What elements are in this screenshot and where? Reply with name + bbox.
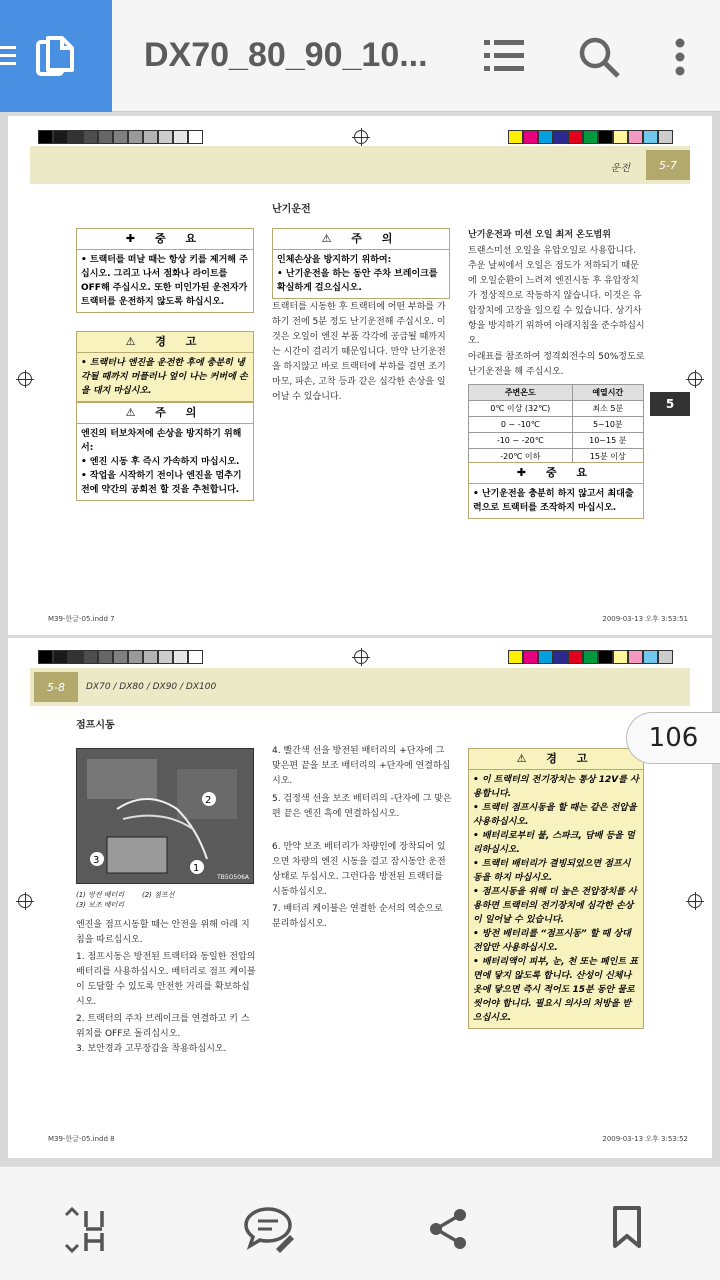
important-notice: ✚ 중 요 • 난기운전을 충분히 하지 않고서 최대출력으로 트랙터를 조작하지 마십시오. <box>468 462 644 519</box>
warning-item: • 배터리로부터 불, 스파크, 담배 등을 멀리하십시오. <box>473 831 635 855</box>
svg-text:2: 2 <box>205 795 212 806</box>
pdf-page-7[interactable] <box>8 116 712 635</box>
step-item: 1. 점프시동은 방전된 트랙터와 동일한 전압의 배터리를 사용하십시오. 배터리로 점프 케이블이 도달할 수 있도록 안전한 거리를 확보하십시오. <box>76 952 256 1007</box>
app-toolbar <box>0 0 720 112</box>
intro-paragraph: 엔진을 점프시동할 때는 안전을 위해 아래 지침을 따르십시오. <box>76 920 250 945</box>
grayscale-bars <box>38 650 203 664</box>
table-row: 0℃ 이상 (32℃) 최소 5분 <box>469 401 644 417</box>
step-item: 6. 만약 보조 배터리가 차량인에 장착되어 있으면 차량의 엔진 시동을 걸고 잠시동안 운전 상태로 두십시오. 그런다음 방전된 트랙터를 시동하십시오. <box>272 842 446 897</box>
page-header-band <box>30 668 690 706</box>
section-label: 운전 <box>610 163 630 174</box>
page-number-badge[interactable]: 106 <box>626 712 720 764</box>
step-item: 4. 빨간색 선을 방전된 배터리의 +단자에 그 맞은편 끝을 보조 배터리의 +단자에 연결하십시오. <box>272 746 451 786</box>
registration-mark <box>18 894 32 908</box>
warning-text: • 트랙터나 엔진을 운전한 후에 충분히 냉각될 때까지 머플러나 엎이 나는 커버에 손을 대지 마십시오. <box>81 358 248 396</box>
caution-notice: ⚠ 주 의 엔진의 터보차저에 손상을 방지하기 위해서: • 엔진 시동 후 즉시 가속하지 마십시오. • 작업을 시작하기 전이나 엔진을 멈추기 전에 약간의 공회전 할 것을 추천합니다. <box>76 402 254 501</box>
engine-battery-photo <box>76 748 254 884</box>
document-title: DX70_80_90_10... <box>144 36 428 74</box>
table-row: -20℃ 이하 15분 이상 <box>469 449 644 465</box>
table-row: 0 ~ -10℃ 5~10분 <box>469 417 644 433</box>
warning-list <box>469 770 643 1028</box>
bookmark-icon[interactable] <box>612 1205 642 1249</box>
important-text: • 트랙터를 떠날 때는 항상 키를 제거해 주십시오. 그리고 나서 점화나 라이트를 OFF해 주십시오. 또한 미인가된 운전자가 트랙터를 운전하지 않도록 하십시오. <box>81 255 248 307</box>
caution-notice: ⚠ 주 의 인체손상을 방지하기 위하여: • 난기운전을 하는 동안 주차 브레이크를 확실하게 걸으십시오. <box>272 228 450 299</box>
step-item: 5. 검정색 선을 보조 배터리의 -단자에 그 맞은편 끝은 엔진 흑에 연결하십시오. <box>272 794 452 819</box>
document-copy-icon <box>36 34 76 78</box>
page-fit-icon[interactable] <box>64 1207 110 1253</box>
svg-text:1: 1 <box>193 863 200 874</box>
body-paragraph: 트랙터를 시동한 후 트랙터에 어떤 부하를 가하기 전에 5분 정도 난기운전해 주십시오. 이것은 오일이 엔진 부품 각각에 공급될 때까지는 시간이 걸리기 때문입니다. 만약 난기운전을 하지않고 바로 트랙터에 부하를 걸면 조기 마모, 파손, 고착 등과 같은 심각한 손상을 일어날 수 있습니다. <box>272 302 446 402</box>
warning-triangle-icon: ⚠ <box>516 752 547 765</box>
jump-cable-diagram <box>77 749 253 883</box>
registration-mark <box>18 372 32 386</box>
search-icon[interactable] <box>578 36 620 78</box>
table-header: 주변온도 <box>469 385 573 401</box>
page-number-tab: 5-7 <box>646 150 690 180</box>
plus-icon: ✚ <box>516 466 546 479</box>
warning-notice: ⚠ 경 고 • 이 트랙터의 전기장치는 통상 12V를 사용합니다. • 트랙터 점프시동을 할 때는 같은 전압을 사용하십시오. • 배터리로부터 불, 스파크, 담배 등을 멀리하십시오. • 트랙터 배터리가 결빙되었으면 점프시동을 하지 마십시오. • 점프시동을 위해 더 높은 전압장치를 사용하면 트랙터의 전기장치에 심각한 손상이 일어날 수 있습니다. • 방전 배터리를 “점프시동” 할 때 상대 전압만 사용하십시오. • 배터리액이 피부, 눈, 천 또는 페인트 표면에 닿지 않도록 합니다. 산성이 신체나 옷에 닿으면 즉시 적어도 15분 동안 물로 씻어야 합니다. 필요시 의사의 처방을 받으십시오. <box>468 748 644 1029</box>
color-bars <box>508 650 673 664</box>
color-bars <box>508 130 673 144</box>
chapter-side-tab: 5 <box>650 392 690 416</box>
bottom-toolbar <box>0 1166 720 1280</box>
warning-item: • 배터리액이 피부, 눈, 천 또는 페인트 표면에 닿지 않도록 합니다. 산성이 신체나 옷에 닿으면 즉시 적어도 15분 동안 물로 씻어야 합니다. 필요시 의사의 처방을 받으십시오. <box>473 957 638 1023</box>
section-heading: 난기운전 <box>272 204 311 215</box>
important-notice: ✚ 중 요 • 트랙터를 떠날 때는 항상 키를 제거해 주십시오. 그리고 나서 점화나 라이트를 OFF해 주십시오. 또한 미인가된 운전자가 트랙터를 운전하지 않도록 하십시오. <box>76 228 254 313</box>
step-item: 3. 보안경과 고무장갑을 착용하십시오. <box>76 1044 227 1054</box>
registration-mark <box>688 372 702 386</box>
section-heading: 점프시동 <box>76 720 115 731</box>
registration-mark <box>688 894 702 908</box>
comment-edit-icon[interactable] <box>244 1205 296 1253</box>
page-footer: M39-한글-05.indd 7 2009-03-13 오후 3:53:51 <box>48 615 688 623</box>
hamburger-icon <box>0 46 16 70</box>
important-text: • 난기운전을 충분히 하지 않고서 최대출력으로 트랙터를 조작하지 마십시오. <box>473 489 634 513</box>
photo-caption: (1) 방전 배터리 (2) 점프선 <box>76 891 175 899</box>
svg-text:3: 3 <box>93 855 100 866</box>
warning-triangle-icon: ⚠ <box>321 232 352 245</box>
model-label: DX70 / DX80 / DX90 / DX100 <box>86 682 217 692</box>
warning-item: • 점프시동을 위해 더 높은 전압장치를 사용하면 트랙터의 전기장치에 심각한 손상이 일어날 수 있습니다. <box>473 887 637 925</box>
caution-text: 엔진의 터보차저에 손상을 방지하기 위해서: • 엔진 시동 후 즉시 가속하지 마십시오. • 작업을 시작하기 전이나 엔진을 멈추기 전에 약간의 공회전 할 것을 추천합니다. <box>81 429 242 495</box>
warning-item: • 이 트랙터의 전기장치는 통상 12V를 사용합니다. <box>473 775 639 799</box>
caution-text: 인체손상을 방지하기 위하여: • 난기운전을 하는 동안 주차 브레이크를 확실하게 걸으십시오. <box>277 255 438 293</box>
body-paragraph: 아래표를 참조하여 정격회전수의 50%정도로 난기운전을 해 주십시오. <box>468 352 645 377</box>
warning-item: • 트랙터 점프시동을 할 때는 같은 전압을 사용하십시오. <box>473 803 637 827</box>
page-number-tab: 5-8 <box>34 672 78 702</box>
step-item: 7. 배터리 케이블은 연결한 순서의 역순으로 분리하십시오. <box>272 904 443 929</box>
body-paragraph: 트랜스미션 오일을 유압오일로 사용합니다. 추운 날씨에서 오일은 점도가 저하되기 때문에 오일순환이 느려져 엔진시동 후 유압장치가 정상적으로 작동하지 않습니다. 이것은 유압장치에 고장을 일으킬 수 있습니다. 상기사항을 방지하기 위하여 아래지침을 준수하십시오. <box>468 246 645 346</box>
more-vert-icon[interactable] <box>674 38 686 76</box>
photo-caption: (3) 보조 배터리 <box>76 901 125 909</box>
table-row: -10 ~ -20℃ 10~15 분 <box>469 433 644 449</box>
page-header-band <box>30 146 690 184</box>
grayscale-bars <box>38 130 203 144</box>
warning-notice: ⚠ 경 고 • 트랙터나 엔진을 운전한 후에 충분히 냉각될 때까지 머플러나 엎이 나는 커버에 손을 대지 마십시오. <box>76 331 254 402</box>
warning-item: • 트랙터 배터리가 결빙되었으면 점프시동을 하지 마십시오. <box>473 859 631 883</box>
warmup-table <box>468 384 644 465</box>
share-icon[interactable] <box>428 1207 468 1251</box>
photo-code: TB5O506A <box>217 874 249 881</box>
registration-mark <box>354 130 368 144</box>
step-item: 2. 트랙터의 주차 브레이크를 연결하고 키 스위치를 OFF로 돌리십시오. <box>76 1014 250 1039</box>
menu-button[interactable] <box>0 0 112 112</box>
warning-item: • 방전 배터리를 “점프시동” 할 때 상대 전압만 사용하십시오. <box>473 929 631 953</box>
plus-icon: ✚ <box>125 232 155 245</box>
warning-triangle-icon: ⚠ <box>125 406 156 419</box>
registration-mark <box>354 650 368 664</box>
pdf-page-8[interactable] <box>8 638 712 1158</box>
section-heading: 난기운전과 미션 오일 최저 온도범위 <box>468 230 611 240</box>
table-header: 예열시간 <box>572 385 643 401</box>
page-footer: M39-한글-05.indd 8 2009-03-13 오후 3:53:52 <box>48 1135 688 1143</box>
list-icon[interactable] <box>484 38 524 74</box>
warning-triangle-icon: ⚠ <box>125 335 156 348</box>
